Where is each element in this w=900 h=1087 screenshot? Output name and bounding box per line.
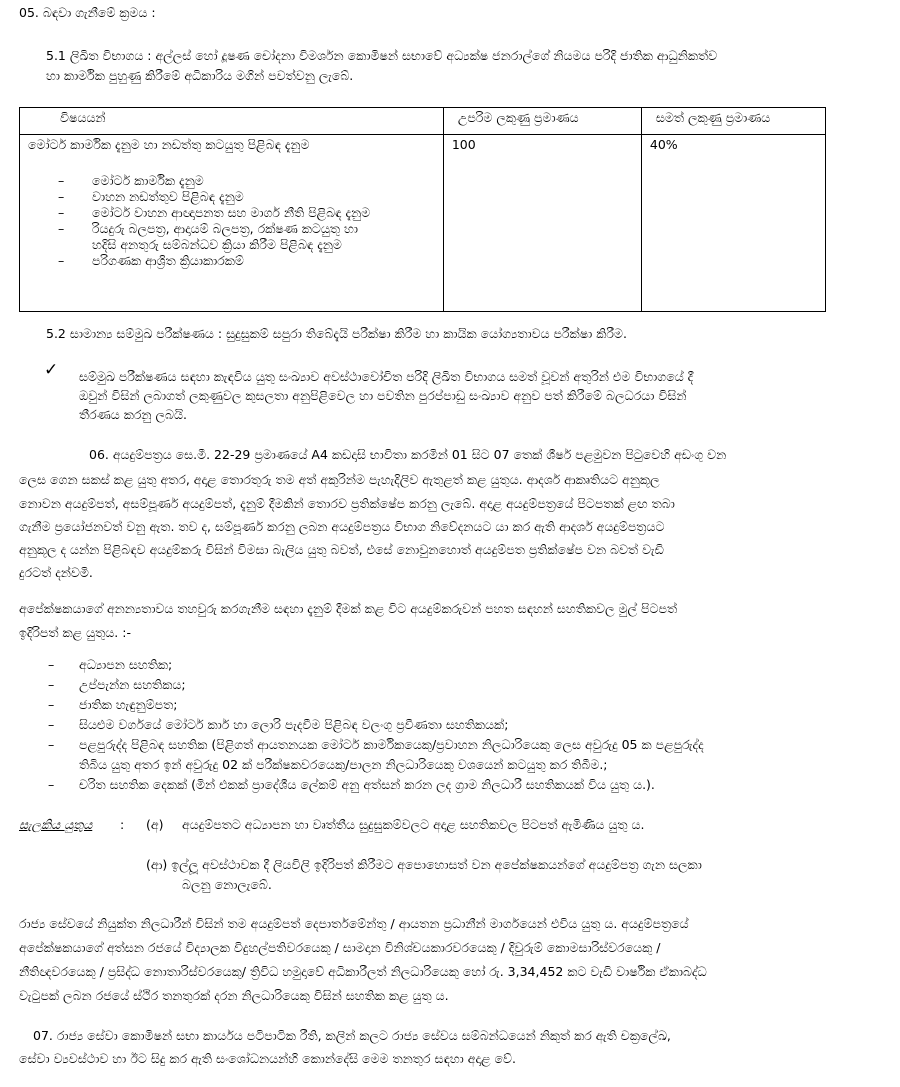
section-05-heading: 05. බඳවා ගැනීමේ ක්‍රමය :	[19, 5, 156, 20]
note-a-text: අයදුම්පතට අධ්‍යාපන හා වෘත්තීය සුදුසුකම්වලට අදාළ සහතිකවල පිටපත් ඇමිණිය යුතු ය.	[182, 817, 645, 832]
pass-marks-cell: 40%	[641, 135, 825, 312]
table-row	[20, 135, 826, 312]
list-item-continued: හදිසි අනතුරු සම්බන්ධව ක්‍රියා කිරීම පිළිබඳ දැනුම	[92, 237, 342, 252]
note-aa-line-2: බලනු නොලැබේ.	[182, 877, 272, 892]
note-a-mark: (අ)	[146, 817, 164, 832]
state-line-3: නීතිඥවරයෙකු / ප්‍රසිද්ධ නොතාරිස්වරයෙකු/ ත්‍රිවිධ හමුදාවේ අධිකාරීලත් නිලධාරියෙකු හෝ රු. 3,34,452 කට වැඩි වාර්ෂික ඒකාබද්ධ	[19, 964, 707, 979]
documents-intro-line-1: අපේක්ෂකයාගේ අනන්‍යතාවය තහවුරු කරගැනීම සඳහා දැනුම් දීමක් කළ විට අයදුම්කරුවන් පහත සඳහන් සහතිකවල මුල් පිටපත්	[19, 601, 678, 616]
list-item: – මෝටර් වාහන ආඥාපනත සහ මාර්ග නීති පිළිබඳ දැනුම	[28, 205, 435, 221]
list-item: – මෝටර් කාර්මික දැනුම	[28, 173, 435, 189]
subject-list	[28, 173, 435, 269]
dash: –	[58, 221, 65, 236]
section-06-line-6: දුරටත් දන්වමි.	[19, 565, 93, 580]
dash: –	[58, 173, 65, 188]
dash: –	[48, 777, 55, 792]
header-subjects: විෂයයන්	[20, 108, 444, 135]
interview-line-3: තීරණය කරනු ලබයි.	[79, 407, 187, 422]
header-max-marks: උපරිම ලකුණු ප්‍රමාණය	[443, 108, 641, 135]
subject-title: මෝටර් කාර්මික දැනුම හා නඩත්තු කටයුතු පිළිබඳ දැනුම	[28, 137, 310, 152]
dash: –	[48, 737, 55, 752]
state-line-2: අපේක්ෂකයාගේ අත්සන රජයේ විද්‍යාලක විදුහල්පතිවරයෙකු / සාමදාන විනිශ්චයකාරවරයෙකු / දිවුරුම් කොමසාරිස්වරයෙකු /	[19, 940, 661, 955]
max-marks-cell: 100	[443, 135, 641, 312]
section-5-2-heading: 5.2 සාමාන්‍ය සම්මුඛ පරීක්ෂණය : සුදුසුකම් සපුරා තිබේදැයි පරීක්ෂා කිරීම හා කායික යෝග්‍යතාවය පරීක්ෂා කිරීම.	[46, 326, 627, 341]
dash: –	[48, 657, 55, 672]
document-item: සියළුම වර්ගයේ මෝටර් කාර් හා ලොරි පැදවීම පිළිබඳ වලංගු ප්‍රවීණතා සහතිකයක්;	[79, 717, 509, 732]
dash: –	[48, 697, 55, 712]
list-item: – පරිගණක ආශ්‍රිත ක්‍රියාකාරකම්	[28, 253, 435, 269]
interview-line-2: ඔවුන් විසින් ලබාගත් ලකුණුවල කුසලතා අනුපිළිවෙල හා පවතින පුරප්පාඩු සංඛ්‍යාව අනුව පත් කිරීමේ බලධරයා විසින්	[79, 388, 687, 403]
section-07-line-2: සේවා ව්‍යවස්ථාව හා ඊට සිදු කර ඇති සංශෝධනයන්හි කොන්දේසි මෙම තනතුර සඳහා අදාළ වේ.	[19, 1051, 517, 1066]
document-item: උප්පැන්න සහතිකය;	[79, 677, 186, 692]
document-item-continued: තිබිය යුතු අතර ඉන් අවුරුදු 02 ක් පරීක්ෂකවරයෙකු/පාලන නිලධාරියෙකු වශයෙන් කටයුතු කර තිබීම.;	[79, 757, 608, 772]
section-06-line-4: ගැනීම ප්‍රයෝජනවත් වනු ඇත. තව ද, සම්පූර්ණ කරනු ලබන අයදුම්පත්‍රය විභාග නිවේදනයට යා කර ඇති ආදර්ශ අයදුම්පත්‍රයට	[19, 519, 665, 534]
section-06-line-1: 06. අයදුම්පත්‍රය සෙ.මී. 22-29 ප්‍රමාණයේ A4 කඩදාසි භාවිතා කරමින් 01 සිට 07 තෙක් ශීර්ෂ පළමුවන පිටුවෙහි අඩංගු වන	[89, 447, 727, 462]
dash: –	[48, 677, 55, 692]
dash: –	[58, 205, 65, 220]
header-pass-marks: සමත් ලකුණු ප්‍රමාණය	[641, 108, 825, 135]
table-header-row	[20, 108, 826, 135]
subject-cell	[20, 135, 444, 312]
subjects-table	[19, 107, 826, 312]
document-item: චරිත සහතික දෙකක් (මින් එකක් ප්‍රාදේශීය ලේකම් අනු අත්සන් කරන ලද ග්‍රාම නිලධාරී සහතිකයක් විය යුතු ය.).	[79, 777, 655, 792]
document-item: ජාතික හැඳුනුම්පත;	[79, 697, 178, 712]
list-item: – රියදුරු බලපත්‍ර, ආදායම් බලපත්‍ර, රක්ෂණ කටයුතු හා	[28, 221, 435, 237]
section-5-1-line-2: හා කාර්මික පුහුණු කිරීමේ අධිකාරිය මගින් පවත්වනු ලැබේ.	[46, 68, 354, 83]
check-icon: ✓	[44, 360, 59, 380]
document-item: අධ්‍යාපන සහතික;	[79, 657, 173, 672]
state-line-1: රාජ්‍ය සේවයේ නියුක්ත නිලධාරීන් විසින් තම අයදුම්පත් දෙපාර්තමේන්තු / ආයතන ප්‍රධානීන් මාර්ගයෙන් එවිය යුතු ය. අයදුම්පත්‍රයේ	[19, 916, 689, 931]
documents-intro-line-2: ඉදිරිපත් කළ යුතුය. :-	[19, 625, 131, 640]
section-06-line-2: ලෙස ගෙන සකස් කළ යුතු අතර, අදාළ තොරතුරු තම අත් අකුරින්ම පැහැදිලිව ඇතුළත් කළ යුතුය. ආදර්ශ ආකෘතියට අනුකූල	[19, 472, 660, 487]
note-aa-line-1: (ආ) ඉල්ලූ අවස්ථාවක දී ලියවිලි ඉදිරිපත් කිරීමට අපොහොසත් වන අපේක්ෂකයන්ගේ අයදුම්පත්‍ර ගැන සලකා	[146, 857, 702, 872]
dash: –	[58, 253, 65, 268]
list-item: – වාහන නඩත්තුව පිළිබඳ දැනුම	[28, 189, 435, 205]
dash: –	[58, 189, 65, 204]
notes-label: සැලකිය යුතුය	[19, 817, 93, 832]
section-5-1-line-1: 5.1 ලිඛිත විභාගය : අල්ලස් හෝ දූෂණ චෝදනා විමර්ශන කොමිෂන් සභාවේ අධ්‍යක්ෂ ජනරාල්ගේ නියමය පරිදි ජාතික ආධුනිකත්ව	[46, 48, 718, 63]
section-06-line-5: අනුකූල ද යන්න පිළිබඳව අයදුම්කරු විසින් විමසා බැලිය යුතු බවත්, එසේ නොවුනහොත් අයදුම්පත ප්‍රතික්ෂේප වන බවත් වැඩි	[19, 542, 664, 557]
document-item: පළපුරුද්ද පිළිබඳ සහතික (පිළිගත් ආයතනයක මෝටර් කාර්මිකයෙකු/ප්‍රවාහන නිලධාරියෙකු ලෙස අවුරුදු 05 ක පළපුරුද්ද	[79, 737, 704, 752]
dash: –	[48, 717, 55, 732]
state-line-4: වැටුපක් ලබන රජයේ ස්ථිර තනතුරක් දරන නිලධාරියෙකු විසින් සහතික කළ යුතු ය.	[19, 988, 449, 1003]
interview-line-1: සම්මුඛ පරීක්ෂණය සඳහා කැඳවිය යුතු සංඛ්‍යාව අවස්ථාවෝචිත පරිදි ලිඛිත විභාගය සමත් වූවන් අතුරින් එම විභාගයේ දී	[79, 369, 694, 384]
section-07-line-1: 07. රාජ්‍ය සේවා කොමිෂන් සභා කාර්යය පටිපාටික රීති, කලින් කලට රාජ්‍ය සේවය සම්බන්ධයෙන් නිකුත් කර ඇති චක්‍රලේඛ,	[33, 1028, 671, 1043]
section-06-line-3: නොවන අයදුම්පත්, අසම්පූර්ණ අයදුම්පත්, දැනුම් දීමකින් තොරව ප්‍රතික්ෂේප කරනු ලැබේ. අදාළ අයදුම්පත්‍රයේ පිටපතක් ළඟ තබා	[19, 496, 675, 511]
notes-colon: :	[120, 817, 125, 832]
